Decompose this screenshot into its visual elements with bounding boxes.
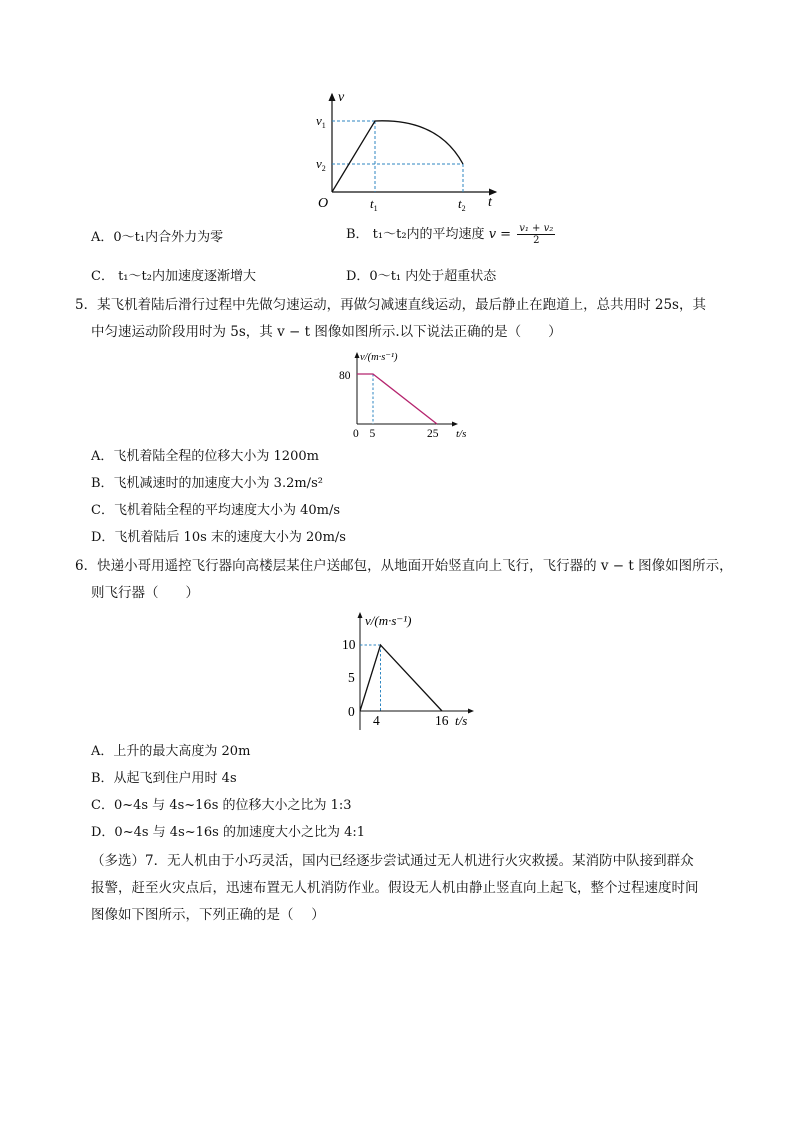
q5-option-a[interactable]: A．飞机着陆全程的位移大小为 1200m bbox=[91, 449, 319, 464]
q5-option-c[interactable]: C．飞机着陆全程的平均速度大小为 40m/s bbox=[91, 503, 340, 518]
q5-x-tick-25: 25 bbox=[427, 428, 439, 440]
q5-y-label: v/(m·s⁻¹) bbox=[360, 352, 398, 363]
graph1-curve bbox=[332, 121, 463, 192]
q7-stem-line3: 图像如下图所示，下列正确的是（ ） bbox=[91, 907, 325, 923]
q5-option-b[interactable]: B．飞机减速时的加速度大小为 3.2m/s² bbox=[91, 476, 323, 491]
q6-x-label: t/s bbox=[455, 713, 468, 728]
graph1-y-label: v bbox=[338, 90, 345, 105]
q6-y-tick-5: 5 bbox=[348, 670, 355, 685]
q5-x-tick-5: 5 bbox=[369, 428, 376, 440]
graph1-t2-label: $t_2$ bbox=[458, 196, 466, 213]
q6-y-tick-0: 0 bbox=[348, 704, 355, 719]
q6-option-b[interactable]: B．从起飞到住户用时 4s bbox=[91, 771, 237, 786]
graph1-v2-label: $v_2$ bbox=[316, 156, 326, 173]
q7-stem-line1: （多选）7．无人机由于小巧灵活，国内已经逐步尝试通过无人机进行火灾救援。某消防中队接到群众 bbox=[91, 853, 694, 869]
q5-x-label: t/s bbox=[456, 428, 467, 440]
q4-option-b-var: v = bbox=[488, 227, 512, 242]
q7-stem-line2: 报警，赶至火灾点后，迅速布置无人机消防作业。假设无人机由静止竖直向上起飞，整个过程速度时间 bbox=[91, 880, 699, 896]
q5-graph bbox=[335, 348, 485, 443]
q5-vt-line bbox=[357, 374, 437, 424]
q4-option-a[interactable]: A．0～t₁内合外力为零 bbox=[91, 230, 224, 245]
q6-x-tick-16: 16 bbox=[435, 713, 449, 728]
q6-x-tick-4: 4 bbox=[373, 713, 380, 728]
q4-option-b-fraction bbox=[517, 223, 555, 246]
q6-stem-line2: 则飞行器（ ） bbox=[91, 585, 199, 601]
q6-graph bbox=[335, 608, 485, 736]
q5-y-tick-80: 80 bbox=[339, 370, 351, 382]
q6-option-d[interactable]: D．0~4s 与 4s~16s 的加速度大小之比为 4:1 bbox=[91, 825, 366, 840]
q4-option-d[interactable]: D．0～t₁ 内处于超重状态 bbox=[346, 269, 497, 284]
q4-option-b-denominator: 2 bbox=[533, 235, 540, 246]
q6-y-tick-10: 10 bbox=[342, 637, 356, 652]
q5-x-tick-0: 0 bbox=[353, 428, 359, 440]
q5-stem-line1: 5．某飞机着陆后滑行过程中先做匀速运动，再做匀减速直线运动，最后静止在跑道上，总共用时 25s，其 bbox=[75, 297, 706, 313]
q4-option-c[interactable]: C． t₁～t₂内加速度逐渐增大 bbox=[91, 269, 256, 284]
q6-y-label: v/(m·s⁻¹) bbox=[365, 613, 412, 628]
q6-option-a[interactable]: A．上升的最大高度为 20m bbox=[91, 744, 251, 759]
q5-option-d[interactable]: D．飞机着陆后 10s 末的速度大小为 20m/s bbox=[91, 530, 346, 545]
graph1-vt-curve bbox=[310, 88, 510, 213]
graph1-v1-label: $v_1$ bbox=[316, 113, 326, 130]
q6-vt-line bbox=[360, 645, 442, 711]
q5-stem-line2: 中匀速运动阶段用时为 5s，其 v − t 图像如图所示.以下说法正确的是（ ） bbox=[91, 324, 562, 340]
graph1-origin: O bbox=[318, 196, 329, 211]
q4-option-b-numerator: v₁ + v₂ bbox=[519, 223, 554, 234]
q6-stem-line1: 6．快递小哥用遥控飞行器向高楼层某住户送邮包，从地面开始竖直向上飞行，飞行器的 v − t 图像如图所示， bbox=[75, 558, 733, 574]
graph1-x-label: t bbox=[488, 195, 492, 210]
q4-option-b[interactable] bbox=[346, 223, 557, 246]
q4-option-b-prefix: B． t₁～t₂内的平均速度 bbox=[346, 227, 485, 242]
graph1-t1-label: $t_1$ bbox=[370, 196, 378, 213]
q6-option-c[interactable]: C．0~4s 与 4s~16s 的位移大小之比为 1:3 bbox=[91, 798, 352, 813]
